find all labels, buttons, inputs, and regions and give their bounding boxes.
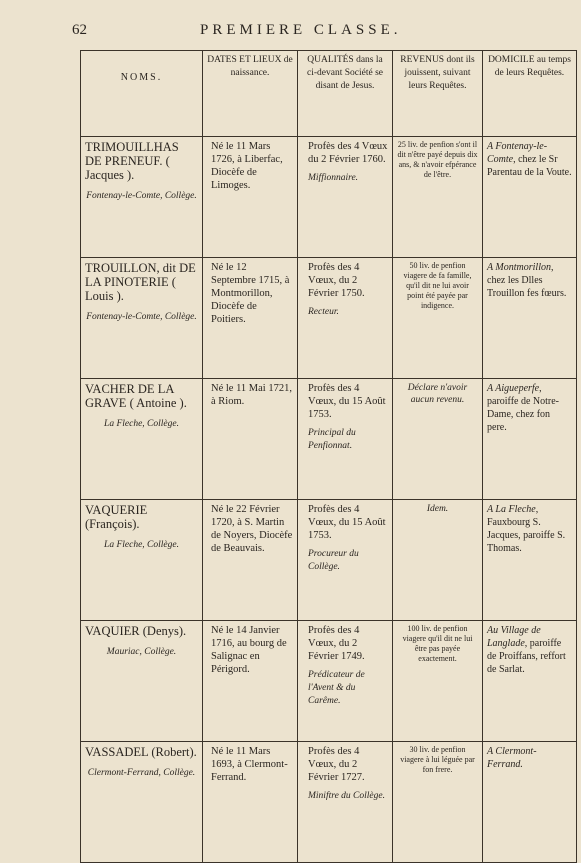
page-number: 62 bbox=[72, 22, 87, 38]
column-header-revenus: REVENUS dont ils jouissent, suivant leurs Requêtes. bbox=[393, 51, 483, 137]
vows: Profès des 4 Vœux, du 15 Août 1753. bbox=[308, 504, 386, 541]
domicile-cell bbox=[483, 621, 577, 742]
quality-cell bbox=[298, 137, 393, 258]
revenue-cell: Déclare n'avoir aucun revenu. bbox=[393, 379, 483, 500]
domicile-place: A Aigueperfe bbox=[487, 383, 540, 394]
column-header-qualites: QUALITÉS dans la ci-devant Société se disant de Jesus. bbox=[298, 51, 393, 137]
table-row bbox=[81, 742, 577, 863]
revenue-cell: 100 liv. de penfion viagere qu'il dit ne lui être pas payée exactement. bbox=[393, 621, 483, 742]
column-header-domicile: DOMICILE au temps de leurs Requêtes. bbox=[483, 51, 577, 137]
column-header-dates: DATES ET LIEUX de naissance. bbox=[203, 51, 298, 137]
domicile-cell bbox=[483, 137, 577, 258]
vows: Profès des 4 Vœux, du 15 Août 1753. bbox=[308, 383, 386, 420]
table-row bbox=[81, 379, 577, 500]
role: Principal du Penfionnat. bbox=[308, 428, 356, 451]
revenue-cell: Idem. bbox=[393, 500, 483, 621]
page-title: PREMIERE CLASSE. bbox=[200, 22, 402, 38]
domicile-place: A Montmorillon bbox=[487, 262, 551, 273]
domicile-cell bbox=[483, 742, 577, 863]
role: Recteur. bbox=[308, 307, 339, 317]
domicile-detail: , paroiffe de Proiffans, reffort de Sarlat. bbox=[487, 638, 566, 675]
header-row bbox=[81, 51, 577, 137]
role: Miffionnaire. bbox=[308, 173, 359, 183]
table-row bbox=[81, 137, 577, 258]
name-cell bbox=[81, 621, 203, 742]
domicile-cell bbox=[483, 258, 577, 379]
domicile-place: A Clermont-Ferrand. bbox=[487, 746, 537, 770]
role: Miniftre du Collège. bbox=[308, 791, 385, 801]
quality-cell bbox=[298, 500, 393, 621]
college: Mauriac, Collège. bbox=[106, 647, 177, 657]
college: Fontenay-le-Comte, Collège. bbox=[86, 191, 197, 201]
college: Clermont-Ferrand, Collège. bbox=[87, 768, 196, 778]
vows: Profès des 4 Vœux, du 2 Février 1750. bbox=[308, 262, 365, 299]
person-name: TROUILLON, dit DE LA PINOTERIE ( Louis ). bbox=[85, 261, 196, 303]
table-row bbox=[81, 500, 577, 621]
domicile-cell bbox=[483, 500, 577, 621]
domicile-detail: , chez les Dlles Trouillon fes fœurs. bbox=[487, 262, 567, 299]
domicile-cell bbox=[483, 379, 577, 500]
table-row bbox=[81, 258, 577, 379]
person-name: VACHER DE LA GRAVE ( Antoine ). bbox=[85, 382, 187, 410]
quality-cell bbox=[298, 258, 393, 379]
domicile-place: A La Fleche bbox=[487, 504, 536, 515]
vows: Profès des 4 Vœux du 2 Février 1760. bbox=[308, 141, 388, 165]
revenue-cell: 25 liv. de penfion s'ont il dit n'être payé depuis dix ans, & n'avoir efpérance de l'être. bbox=[393, 137, 483, 258]
column-header-noms: NOMS. bbox=[81, 51, 203, 137]
college: Fontenay-le-Comte, Collège. bbox=[86, 312, 197, 322]
domicile-place: Au Village de Langlade bbox=[487, 625, 541, 649]
vows: Profès des 4 Vœux, du 2 Février 1727. bbox=[308, 746, 365, 783]
birth-cell: Né le 22 Février 1720, à S. Martin de Noyers, Diocèfe de Beauvais. bbox=[203, 500, 298, 621]
quality-cell bbox=[298, 621, 393, 742]
person-name: VAQUIER (Denys). bbox=[85, 624, 187, 638]
revenue-cell: 50 liv. de penfion viagere de fa famille, qu'il dit ne lui avoir point été payée par indigence. bbox=[393, 258, 483, 379]
college: La Fleche, Collège. bbox=[104, 419, 179, 429]
birth-cell: Né le 11 Mars 1693, à Clermont-Ferrand. bbox=[203, 742, 298, 863]
role: Procureur du Collège. bbox=[308, 549, 359, 572]
name-cell bbox=[81, 379, 203, 500]
revenue-cell: 30 liv. de penfion viagere à lui léguée par fon frere. bbox=[393, 742, 483, 863]
name-cell bbox=[81, 742, 203, 863]
birth-cell: Né le 14 Janvier 1716, au bourg de Salignac en Périgord. bbox=[203, 621, 298, 742]
domicile-detail: , paroiffe de Notre-Dame, chez fon pere. bbox=[487, 383, 560, 433]
vows: Profès des 4 Vœux, du 2 Février 1749. bbox=[308, 625, 365, 662]
quality-cell bbox=[298, 742, 393, 863]
birth-cell: Né le 11 Mai 1721, à Riom. bbox=[203, 379, 298, 500]
birth-cell: Né le 12 Septembre 1715, à Montmorillon, Diocèfe de Poitiers. bbox=[203, 258, 298, 379]
person-name: VASSADEL (Robert). bbox=[85, 745, 197, 759]
role: Prédicateur de l'Avent & du Carême. bbox=[308, 670, 365, 706]
name-cell bbox=[81, 137, 203, 258]
name-cell bbox=[81, 258, 203, 379]
birth-cell: Né le 11 Mars 1726, à Liberfac, Diocèfe de Limoges. bbox=[203, 137, 298, 258]
person-name: TRIMOUILLHAS DE PRENEUF. ( Jacques ). bbox=[85, 140, 179, 182]
domicile-detail: , Fauxbourg S. Jacques, paroiffe S. Thomas. bbox=[487, 504, 566, 554]
person-name: VAQUERIE (François). bbox=[85, 503, 148, 531]
college: La Fleche, Collège. bbox=[104, 540, 179, 550]
domicile-detail: , chez le Sr Parentau de la Voute. bbox=[487, 154, 572, 178]
table-row bbox=[81, 621, 577, 742]
domicile-place: A Fontenay-le-Comte bbox=[487, 141, 548, 165]
register-table bbox=[80, 50, 577, 863]
name-cell bbox=[81, 500, 203, 621]
quality-cell bbox=[298, 379, 393, 500]
